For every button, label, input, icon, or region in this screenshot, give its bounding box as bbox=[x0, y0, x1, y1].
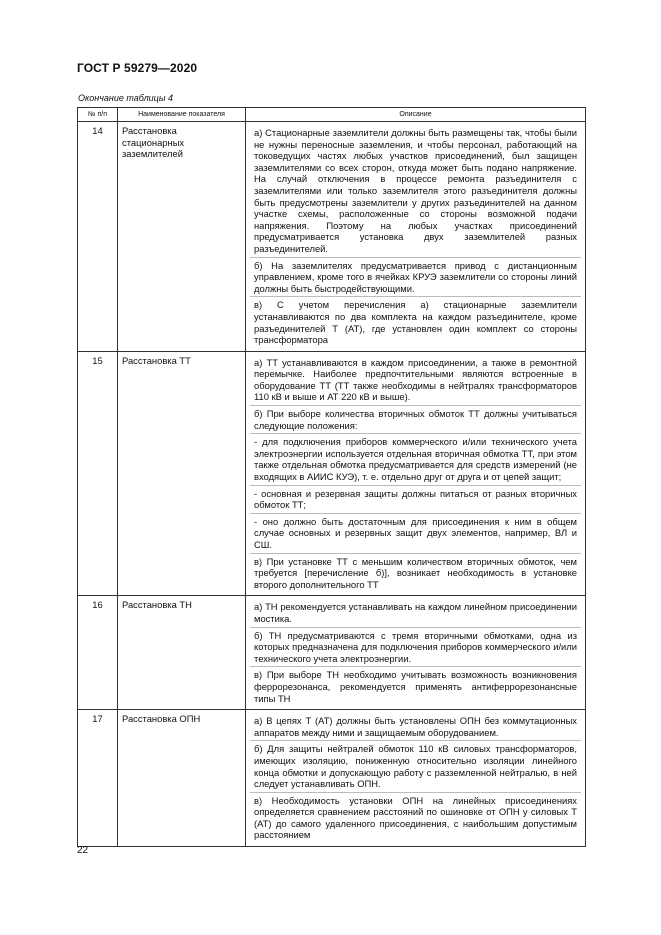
indicator-name: Расстановка ТТ bbox=[118, 351, 246, 596]
description-paragraph: б) При выборе количества вторичных обмоток ТТ должны учитываться следующие положения: bbox=[250, 406, 581, 434]
description-paragraph: в) С учетом перечисления а) стационарные заземлители устанавливаются по два комплекта на каждом разъединителе, кроме разъединителей Т (АТ), где установлен один комплект со стороны трансформатора bbox=[254, 299, 577, 346]
page-number: 22 bbox=[77, 845, 89, 856]
indicator-name: Расстановка ТН bbox=[118, 596, 246, 710]
description-cell bbox=[246, 596, 586, 710]
table-header-row bbox=[78, 108, 586, 122]
indicator-name: Расстановка ОПН bbox=[118, 710, 246, 847]
description-paragraph: - оно должно быть достаточным для присоединения к ним в общем случае основных и резервных защит двух элементов, например, ВЛ и СШ. bbox=[250, 514, 581, 554]
description-cell bbox=[246, 351, 586, 596]
description-paragraph: - для подключения приборов коммерческого и/или технического учета электроэнергии используется отдельная вторичная обмотка ТТ, при этом также отдельная обмотка предусматривается для средств измерений (не входящих в АИИС КУЭ), т. е. отдельно друг от друга и от цепей защит; bbox=[250, 434, 581, 485]
table-row bbox=[78, 596, 586, 710]
description-paragraph: - основная и резервная защиты должны питаться от разных вторичных обмоток ТТ; bbox=[250, 486, 581, 514]
description-paragraph: а) ТН рекомендуется устанавливать на каждом линейном присоединении мостика. bbox=[250, 599, 581, 627]
description-paragraph: а) В цепях Т (АТ) должны быть установлены ОПН без коммутационных аппаратов между ними и защищаемым оборудованием. bbox=[250, 713, 581, 741]
table-row bbox=[78, 710, 586, 847]
description-cell bbox=[246, 122, 586, 352]
row-number: 17 bbox=[78, 710, 118, 847]
row-number: 14 bbox=[78, 122, 118, 352]
document-code: ГОСТ Р 59279—2020 bbox=[77, 61, 198, 75]
description-paragraph: в) Необходимость установки ОПН на линейных присоединениях определяется сравнением расстояний по ошиновке от ОПН у силовых Т (АТ) до самого удаленного присоединения, с наибольшим допустимым расстоянием bbox=[254, 794, 577, 841]
column-header-description: Описание bbox=[246, 108, 586, 122]
description-paragraph: б) На заземлителях предусматривается привод с дистанционным управлением, кроме того в ячейках КРУЭ заземлители со стороны линий должны быть быстродействующими. bbox=[250, 258, 581, 298]
description-cell bbox=[246, 710, 586, 847]
description-paragraph: в) При выборе ТН необходимо учитывать возможность возникновения феррорезонанса, рекомендуется применять антиферрорезонансные типы ТН bbox=[254, 669, 577, 704]
table-row bbox=[78, 351, 586, 596]
description-paragraph: а) Стационарные заземлители должны быть размещены так, чтобы были не нужны переносные заземления, и чтобы персонал, работающий на токоведущих частях любых участков присоединений, был защищен заземлителями со всех сторон, откуда может быть подано напряжение. На случай отключения в процессе ремонта разъединителя с заземлителями или только заземлителя этого разъединителя должны быть предусмотрены заземлители у других разъединителей на данном участке схемы, расположенные со стороны возможной подачи напряжения. Поэтому на любых участках присоединений предусматривается установка двух заземлителей разных разъединителей. bbox=[250, 125, 581, 258]
table-row bbox=[78, 122, 586, 352]
description-paragraph: в) При установке ТТ с меньшим количеством вторичных обмоток, чем требуется [перечисление б)], возникает необходимость в установке второго дополнительного ТТ bbox=[254, 555, 577, 590]
description-paragraph: б) ТН предусматриваются с тремя вторичными обмотками, одна из которых предназначена для подключения приборов коммерческого и/или технического учета электроэнергии. bbox=[250, 628, 581, 668]
requirements-table bbox=[77, 107, 586, 847]
row-number: 15 bbox=[78, 351, 118, 596]
table-caption: Окончание таблицы 4 bbox=[78, 93, 173, 103]
row-number: 16 bbox=[78, 596, 118, 710]
description-paragraph: б) Для защиты нейтралей обмоток 110 кВ силовых трансформаторов, имеющих изоляцию, пониженную относительно изоляции линейного конца обмотки и допускающую работу с разземленной нейтралью, в ней следует устанавливать ОПН. bbox=[250, 741, 581, 792]
column-header-name: Наименование показателя bbox=[118, 108, 246, 122]
indicator-name: Расстановка стационарных заземлителей bbox=[118, 122, 246, 352]
description-paragraph: а) ТТ устанавливаются в каждом присоединении, а также в ремонтной перемычке. Наиболее предпочтительными являются встроенные в оборудование ТТ (ТТ также необходимы в нейтралях трансформаторов 110 кВ и выше и АТ 220 кВ и выше). bbox=[250, 355, 581, 406]
column-header-number: № п/п bbox=[78, 108, 118, 122]
